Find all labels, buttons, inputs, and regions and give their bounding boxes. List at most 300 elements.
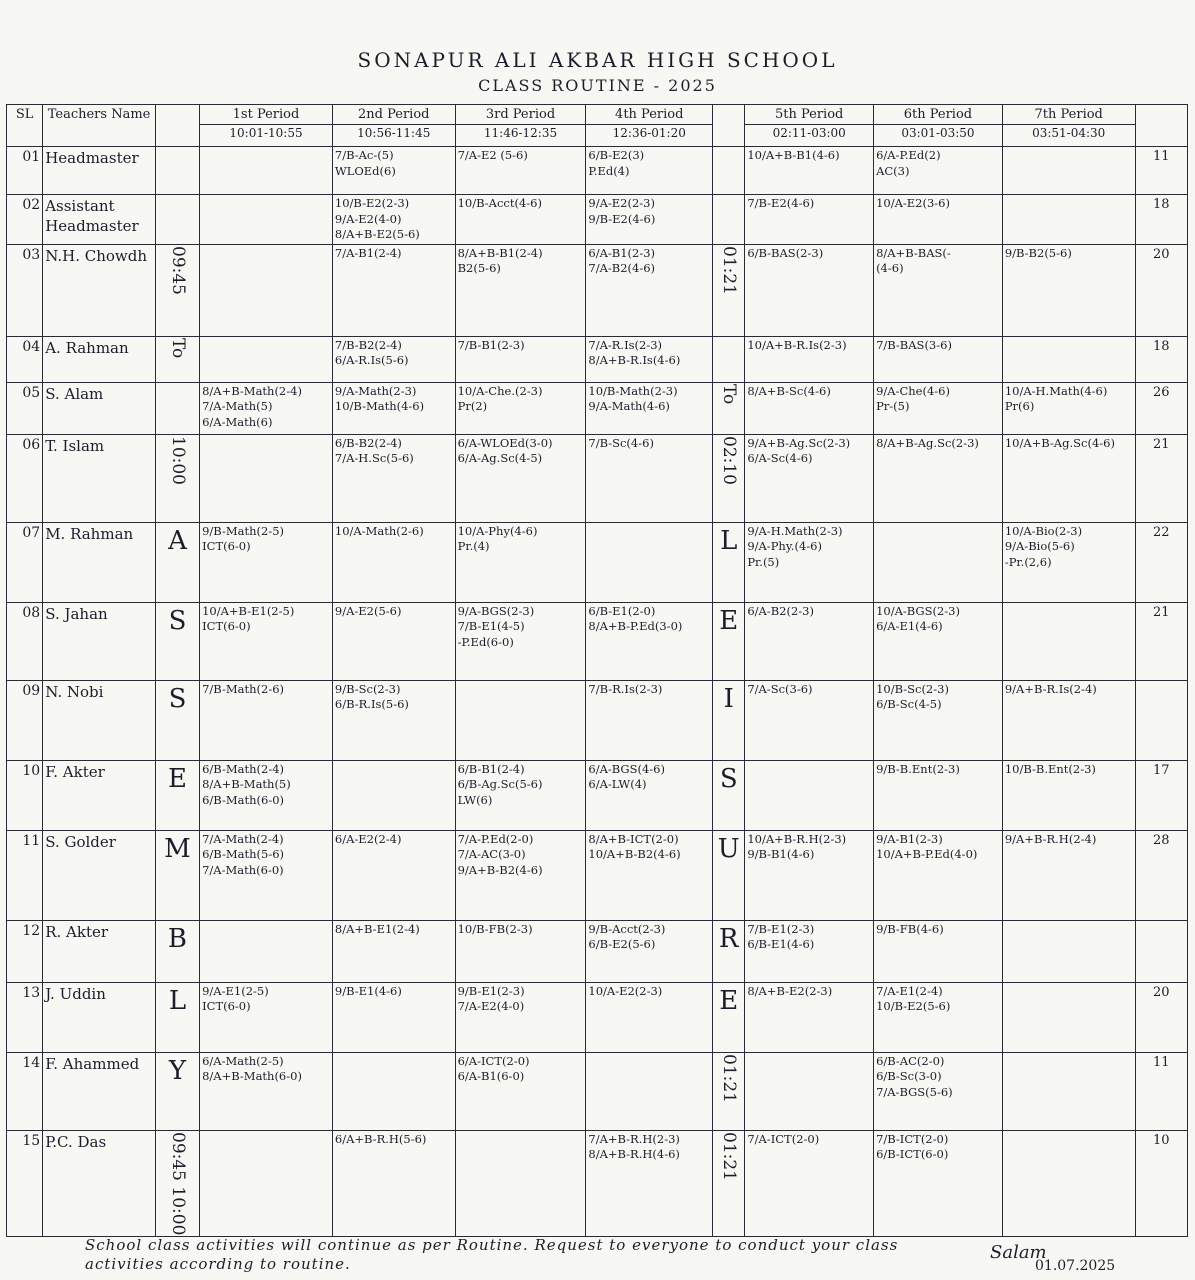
- break-label: 01:21: [719, 1053, 740, 1103]
- period-cell: [1002, 244, 1135, 336]
- period-cell: [200, 336, 333, 382]
- period-cell: [455, 434, 586, 522]
- period-cell: [455, 680, 586, 760]
- break-column: [713, 434, 745, 522]
- serial-number: 05: [7, 382, 43, 434]
- class-entry: 7/B-B2(2-4): [334, 337, 402, 352]
- class-entry: 8/A+B-P.Ed(3-0): [588, 619, 683, 634]
- period-cell: [874, 830, 1003, 920]
- class-entry: 6/B-Math(2-4): [202, 761, 285, 776]
- class-entry: 6/B-E2(5-6): [588, 937, 656, 952]
- period-cell: [1002, 830, 1135, 920]
- period-cell: [1002, 336, 1135, 382]
- class-entry: 8/A+B-Math(6-0): [202, 1069, 302, 1084]
- class-entry: Pr-(5): [876, 399, 910, 414]
- class-entry: 7/B-E1(2-3): [747, 921, 815, 936]
- break-column: [155, 336, 199, 382]
- period-cell: [874, 336, 1003, 382]
- table-row: [7, 522, 1188, 602]
- period-cell: [200, 434, 333, 522]
- period-cell: [455, 382, 586, 434]
- period-cell: [874, 1052, 1003, 1130]
- break-column: [713, 147, 745, 195]
- table-row: [7, 680, 1188, 760]
- class-entry: 10/A+B-P.Ed(4-0): [876, 847, 978, 862]
- class-entry: 9/A-Math(2-3): [334, 383, 417, 398]
- period-cell: [200, 1130, 333, 1236]
- period-cell: [745, 522, 874, 602]
- period-cell: [455, 147, 586, 195]
- class-entry: Pr.(5): [747, 554, 780, 569]
- serial-number: 11: [7, 830, 43, 920]
- total-classes: 20: [1135, 982, 1187, 1052]
- period-cell: [1002, 147, 1135, 195]
- period-cell: [455, 522, 586, 602]
- period-cell: [332, 982, 455, 1052]
- break-label: E: [719, 985, 739, 1016]
- total-classes: 11: [1135, 1052, 1187, 1130]
- class-entry: 7/B-ICT(2-0): [876, 1131, 949, 1146]
- sl-header: SL: [7, 105, 43, 147]
- table-row: [7, 382, 1188, 434]
- period-cell: [745, 1052, 874, 1130]
- class-entry: 9/A-E2(5-6): [334, 603, 402, 618]
- break-column: [713, 336, 745, 382]
- period-cell: [332, 1130, 455, 1236]
- period-cell: [586, 195, 713, 245]
- break-label: M: [164, 833, 191, 864]
- serial-number: 15: [7, 1130, 43, 1236]
- class-entry: B2(5-6): [457, 261, 501, 276]
- break-column: [713, 382, 745, 434]
- period-cell: [874, 522, 1003, 602]
- class-entry: 6/A-B1(2-3): [588, 245, 656, 260]
- class-entry: 10/A+B-R.H(2-3): [747, 831, 847, 846]
- class-entry: 7/B-R.Is(2-3): [588, 681, 663, 696]
- period-cell: [332, 1052, 455, 1130]
- break-label: E: [167, 763, 187, 794]
- class-entry: Pr(6): [1004, 399, 1035, 414]
- class-entry: 7/A-B1(2-4): [334, 245, 402, 260]
- total-classes: 17: [1135, 760, 1187, 830]
- period-cell: [874, 382, 1003, 434]
- period-cell: [586, 920, 713, 982]
- period-cell: [332, 760, 455, 830]
- period-cell: [874, 147, 1003, 195]
- class-entry: 10/A-BGS(2-3): [876, 603, 960, 618]
- class-entry: 10/B-E2(2-3): [334, 196, 410, 210]
- class-entry: LW(6): [457, 792, 493, 807]
- class-entry: 10/A-Bio(2-3): [1004, 523, 1083, 538]
- class-entry: ICT(6-0): [202, 539, 251, 554]
- table-row: [7, 195, 1188, 245]
- class-entry: 10/A-E2(3-6): [876, 196, 950, 210]
- class-entry: 8/A+B-Math(5): [202, 777, 291, 792]
- period-header: 6th Period 03:01-03:50: [874, 105, 1003, 147]
- class-entry: 10/A+B-Ag.Sc(4-6): [1004, 435, 1115, 450]
- period-cell: [745, 680, 874, 760]
- period-cell: [586, 680, 713, 760]
- class-entry: 6/B-B1(2-4): [457, 761, 525, 776]
- serial-number: 06: [7, 434, 43, 522]
- period-cell: [200, 680, 333, 760]
- class-entry: 9/B-FB(4-6): [876, 921, 944, 936]
- break-column: [713, 602, 745, 680]
- table-row: [7, 602, 1188, 680]
- period-cell: [455, 982, 586, 1052]
- period-cell: [745, 830, 874, 920]
- period-cell: [455, 760, 586, 830]
- class-entry: 6/B-BAS(2-3): [747, 245, 824, 260]
- class-entry: -P.Ed(6-0): [457, 634, 514, 649]
- class-entry: 6/A-LW(4): [588, 777, 647, 792]
- class-entry: 7/A-ICT(2-0): [747, 1131, 820, 1146]
- class-entry: 6/B-E1(4-6): [747, 937, 815, 952]
- class-entry: 7/A-Math(2-4): [202, 831, 284, 846]
- period-cell: [200, 830, 333, 920]
- period-cell: [200, 195, 333, 245]
- period-cell: [332, 602, 455, 680]
- teacher-name: M. Rahman: [43, 522, 156, 602]
- class-entry: 8/A+B-ICT(2-0): [588, 831, 679, 846]
- total-classes: 21: [1135, 434, 1187, 522]
- class-entry: 6/A-E2(2-4): [334, 831, 402, 846]
- break-column: [713, 522, 745, 602]
- class-entry: 9/A-H.Math(2-3): [747, 523, 843, 538]
- class-entry: 7/A-R.Is(2-3): [588, 337, 663, 352]
- class-entry: 10/A-E2(2-3): [588, 983, 663, 998]
- class-entry: 7/A-AC(3-0): [457, 847, 526, 862]
- break-label: 01:21: [719, 245, 740, 295]
- break-label: S: [168, 683, 187, 714]
- class-entry: 7/A-Math(6-0): [202, 862, 284, 877]
- class-entry: 10/A-Math(2-6): [334, 523, 424, 538]
- break-column: [713, 1052, 745, 1130]
- class-entry: 9/B-Math(2-5): [202, 523, 285, 538]
- class-entry: 6/B-Ag.Sc(5-6): [457, 777, 543, 792]
- period-cell: [455, 195, 586, 245]
- period-cell: [200, 147, 333, 195]
- total-classes: 18: [1135, 336, 1187, 382]
- teacher-name: N. Nobi: [43, 680, 156, 760]
- table-row: [7, 760, 1188, 830]
- period-cell: [200, 522, 333, 602]
- class-entry: ICT(6-0): [202, 619, 251, 634]
- serial-number: 12: [7, 920, 43, 982]
- class-entry: 7/A-P.Ed(2-0): [457, 831, 534, 846]
- class-entry: 6/A-B1(6-0): [457, 1069, 525, 1084]
- break-label: U: [717, 833, 740, 864]
- period-cell: [332, 830, 455, 920]
- class-entry: 6/A+B-R.H(5-6): [334, 1131, 427, 1146]
- total-classes: 28: [1135, 830, 1187, 920]
- class-entry: 9/A-BGS(2-3): [457, 603, 535, 618]
- period-cell: [745, 982, 874, 1052]
- class-entry: 6/A-Ag.Sc(4-5): [457, 451, 543, 466]
- class-entry: 9/A-Math(4-6): [588, 399, 670, 414]
- class-entry: 6/B-R.Is(5-6): [334, 697, 409, 712]
- class-entry: 7/B-B1(2-3): [457, 337, 525, 352]
- total-header: [1135, 105, 1187, 147]
- class-entry: 7/A-Sc(3-6): [747, 681, 813, 696]
- class-entry: ICT(6-0): [202, 999, 251, 1014]
- break-column: [155, 1130, 199, 1236]
- class-entry: 6/B-Sc(3-0): [876, 1069, 942, 1084]
- routine-table: [6, 104, 1188, 1237]
- class-entry: 10/B-Acct(4-6): [457, 196, 542, 210]
- period-cell: [1002, 522, 1135, 602]
- period-cell: [200, 602, 333, 680]
- table-row: [7, 982, 1188, 1052]
- serial-number: 04: [7, 336, 43, 382]
- period-cell: [332, 920, 455, 982]
- break-column: [713, 982, 745, 1052]
- break-label: To: [167, 337, 188, 358]
- class-entry: 7/A-E1(2-4): [876, 983, 943, 998]
- serial-number: 01: [7, 147, 43, 195]
- class-entry: 6/B-Math(5-6): [202, 847, 285, 862]
- serial-number: 13: [7, 982, 43, 1052]
- period-cell: [1002, 982, 1135, 1052]
- break-column: [713, 195, 745, 245]
- period-header: 1st Period 10:01-10:55: [200, 105, 333, 147]
- routine-subtitle: CLASS ROUTINE - 2025: [478, 76, 717, 95]
- total-classes: [1135, 680, 1187, 760]
- class-entry: 9/A-B1(2-3): [876, 831, 943, 846]
- break-label: 09:45 10:00: [167, 1131, 188, 1235]
- class-entry: 6/A-P.Ed(2): [876, 148, 941, 162]
- signature-date: 01.07.2025: [1035, 1258, 1116, 1274]
- class-entry: 10/A+B-B1(4-6): [747, 148, 840, 162]
- period-cell: [586, 434, 713, 522]
- class-entry: 9/B-Sc(2-3): [334, 681, 401, 696]
- period-cell: [332, 244, 455, 336]
- class-entry: 10/A+B-R.Is(2-3): [747, 337, 847, 352]
- class-entry: 10/B-FB(2-3): [457, 921, 533, 936]
- period-cell: [745, 920, 874, 982]
- break-column: [713, 244, 745, 336]
- total-classes: 20: [1135, 244, 1187, 336]
- teacher-name: J. Uddin: [43, 982, 156, 1052]
- break-label: Y: [168, 1055, 187, 1086]
- period-cell: [586, 336, 713, 382]
- period-cell: [332, 195, 455, 245]
- period-cell: [455, 602, 586, 680]
- break-label: S: [168, 605, 187, 636]
- class-entry: 9/A+B-Ag.Sc(2-3): [747, 435, 851, 450]
- class-entry: 10/A-H.Math(4-6): [1004, 383, 1108, 398]
- class-entry: 9/A-Bio(5-6): [1004, 539, 1075, 554]
- class-entry: 6/B-E1(2-0): [588, 603, 656, 618]
- class-entry: 6/A-B2(2-3): [747, 603, 814, 618]
- period-cell: [745, 602, 874, 680]
- class-entry: 10/A+B-E1(2-5): [202, 603, 295, 618]
- period-cell: [745, 336, 874, 382]
- class-entry: 10/B-Math(4-6): [334, 399, 425, 414]
- class-entry: 9/B-B2(5-6): [1004, 245, 1072, 260]
- period-header: 2nd Period 10:56-11:45: [332, 105, 455, 147]
- period-cell: [332, 522, 455, 602]
- period-cell: [586, 1130, 713, 1236]
- teacher-name: P.C. Das: [43, 1130, 156, 1236]
- class-entry: 7/B-Ac-(5): [334, 148, 394, 162]
- class-entry: 7/B-Math(2-6): [202, 681, 285, 696]
- period-cell: [586, 147, 713, 195]
- class-entry: 6/B-AC(2-0): [876, 1053, 945, 1068]
- break-label: B: [167, 923, 188, 954]
- break-column: [155, 602, 199, 680]
- class-entry: 7/A-H.Sc(5-6): [334, 451, 414, 466]
- table-row: [7, 147, 1188, 195]
- class-entry: -Pr.(2,6): [1004, 554, 1052, 569]
- class-entry: 8/A+B-Math(2-4): [202, 383, 302, 398]
- break-column: [713, 680, 745, 760]
- teacher-name: S. Golder: [43, 830, 156, 920]
- period-cell: [745, 244, 874, 336]
- class-entry: 9/A+B-R.Is(2-4): [1004, 681, 1097, 696]
- break-column: [713, 920, 745, 982]
- class-entry: 9/A+B-R.H(2-4): [1004, 831, 1097, 846]
- period-cell: [745, 434, 874, 522]
- class-entry: 6/A-BGS(4-6): [588, 761, 665, 776]
- teacher-name: Assistant Headmaster: [43, 195, 156, 245]
- period-cell: [455, 244, 586, 336]
- break-column: [155, 147, 199, 195]
- teacher-name: N.H. Chowdh: [43, 244, 156, 336]
- class-entry: 9/B-E2(4-6): [588, 211, 656, 226]
- serial-number: 09: [7, 680, 43, 760]
- period-cell: [1002, 920, 1135, 982]
- class-entry: 10/A-Che.(2-3): [457, 383, 543, 398]
- break-column: [155, 1052, 199, 1130]
- period-cell: [200, 244, 333, 336]
- page-title: SONAPUR ALI AKBAR HIGH SCHOOL: [357, 48, 838, 72]
- class-entry: 8/A+B-R.Is(4-6): [588, 353, 681, 368]
- period-cell: [874, 760, 1003, 830]
- class-entry: 6/A-ICT(2-0): [457, 1053, 530, 1068]
- period-cell: [1002, 680, 1135, 760]
- class-entry: 9/A+B-B2(4-6): [457, 862, 543, 877]
- period-cell: [332, 382, 455, 434]
- period-cell: [874, 1130, 1003, 1236]
- period-cell: [874, 434, 1003, 522]
- total-classes: 22: [1135, 522, 1187, 602]
- class-entry: 9/B-E1(4-6): [334, 983, 402, 998]
- class-entry: 8/A+B-B1(2-4): [457, 245, 543, 260]
- class-entry: 6/B-B2(2-4): [334, 435, 402, 450]
- table-row: [7, 336, 1188, 382]
- period-cell: [1002, 1052, 1135, 1130]
- total-classes: 26: [1135, 382, 1187, 434]
- period-cell: [1002, 602, 1135, 680]
- class-entry: 9/A-Phy.(4-6): [747, 539, 822, 554]
- class-entry: (4-6): [876, 261, 904, 276]
- period-cell: [1002, 760, 1135, 830]
- period-cell: [200, 1052, 333, 1130]
- break-column: [155, 982, 199, 1052]
- period-cell: [200, 382, 333, 434]
- gap-header-1: [155, 105, 199, 147]
- period-cell: [1002, 434, 1135, 522]
- break-label: I: [723, 683, 734, 714]
- period-cell: [874, 920, 1003, 982]
- class-entry: 10/B-Math(2-3): [588, 383, 678, 398]
- period-cell: [586, 760, 713, 830]
- table-row: [7, 1052, 1188, 1130]
- break-column: [155, 244, 199, 336]
- period-cell: [745, 1130, 874, 1236]
- routine-body: [7, 147, 1188, 1237]
- break-column: [155, 830, 199, 920]
- period-cell: [874, 602, 1003, 680]
- class-entry: 7/B-BAS(3-6): [876, 337, 952, 352]
- class-entry: 6/A-E1(4-6): [876, 619, 943, 634]
- class-entry: 7/A-Math(5): [202, 399, 273, 414]
- table-row: [7, 830, 1188, 920]
- total-classes: [1135, 920, 1187, 982]
- class-entry: 6/A-Math(2-5): [202, 1053, 284, 1068]
- class-entry: 10/A+B-B2(4-6): [588, 847, 681, 862]
- class-entry: 7/A+B-R.H(2-3): [588, 1131, 680, 1146]
- period-cell: [745, 147, 874, 195]
- period-cell: [745, 382, 874, 434]
- class-entry: 6/B-ICT(6-0): [876, 1147, 949, 1162]
- serial-number: 10: [7, 760, 43, 830]
- break-label: S: [719, 763, 738, 794]
- footer-note: School class activities will continue as per Routine. Request to everyone to conduct your class activities according to routine.: [85, 1236, 899, 1273]
- class-entry: 7/A-BGS(5-6): [876, 1084, 953, 1099]
- class-entry: 7/B-Sc(4-6): [588, 435, 654, 450]
- break-label: E: [719, 605, 739, 636]
- class-entry: 8/A+B-E1(2-4): [334, 921, 420, 936]
- class-entry: 7/B-E2(4-6): [747, 196, 815, 210]
- class-entry: 10/B-E2(5-6): [876, 999, 951, 1014]
- period-header: 7th Period 03:51-04:30: [1002, 105, 1135, 147]
- class-entry: WLOEd(6): [334, 163, 396, 178]
- period-cell: [586, 830, 713, 920]
- class-entry: 9/A-Che(4-6): [876, 383, 950, 398]
- class-entry: 7/A-B2(4-6): [588, 261, 656, 276]
- class-entry: 6/A-R.Is(5-6): [334, 353, 409, 368]
- class-entry: 8/A+B-E2(5-6): [334, 227, 420, 242]
- break-label: 09:45: [167, 245, 188, 295]
- period-cell: [586, 522, 713, 602]
- period-cell: [200, 760, 333, 830]
- class-entry: 10/B-B.Ent(2-3): [1004, 761, 1096, 776]
- break-column: [155, 434, 199, 522]
- period-cell: [200, 920, 333, 982]
- period-header: 4th Period 12:36-01:20: [586, 105, 713, 147]
- period-cell: [332, 336, 455, 382]
- teacher-name: S. Alam: [43, 382, 156, 434]
- serial-number: 08: [7, 602, 43, 680]
- class-entry: 8/A+B-Ag.Sc(2-3): [876, 435, 979, 450]
- class-entry: 8/A+B-E2(2-3): [747, 983, 833, 998]
- class-entry: 9/B-E1(2-3): [457, 983, 525, 998]
- period-cell: [455, 336, 586, 382]
- period-cell: [455, 1130, 586, 1236]
- period-cell: [1002, 382, 1135, 434]
- total-classes: 18: [1135, 195, 1187, 245]
- period-header: 5th Period 02:11-03:00: [745, 105, 874, 147]
- break-label: L: [720, 525, 738, 556]
- period-cell: [455, 920, 586, 982]
- break-label: 02:10: [719, 435, 740, 485]
- break-column: [713, 1130, 745, 1236]
- period-cell: [745, 195, 874, 245]
- class-entry: 6/A-Sc(4-6): [747, 451, 813, 466]
- table-row: [7, 244, 1188, 336]
